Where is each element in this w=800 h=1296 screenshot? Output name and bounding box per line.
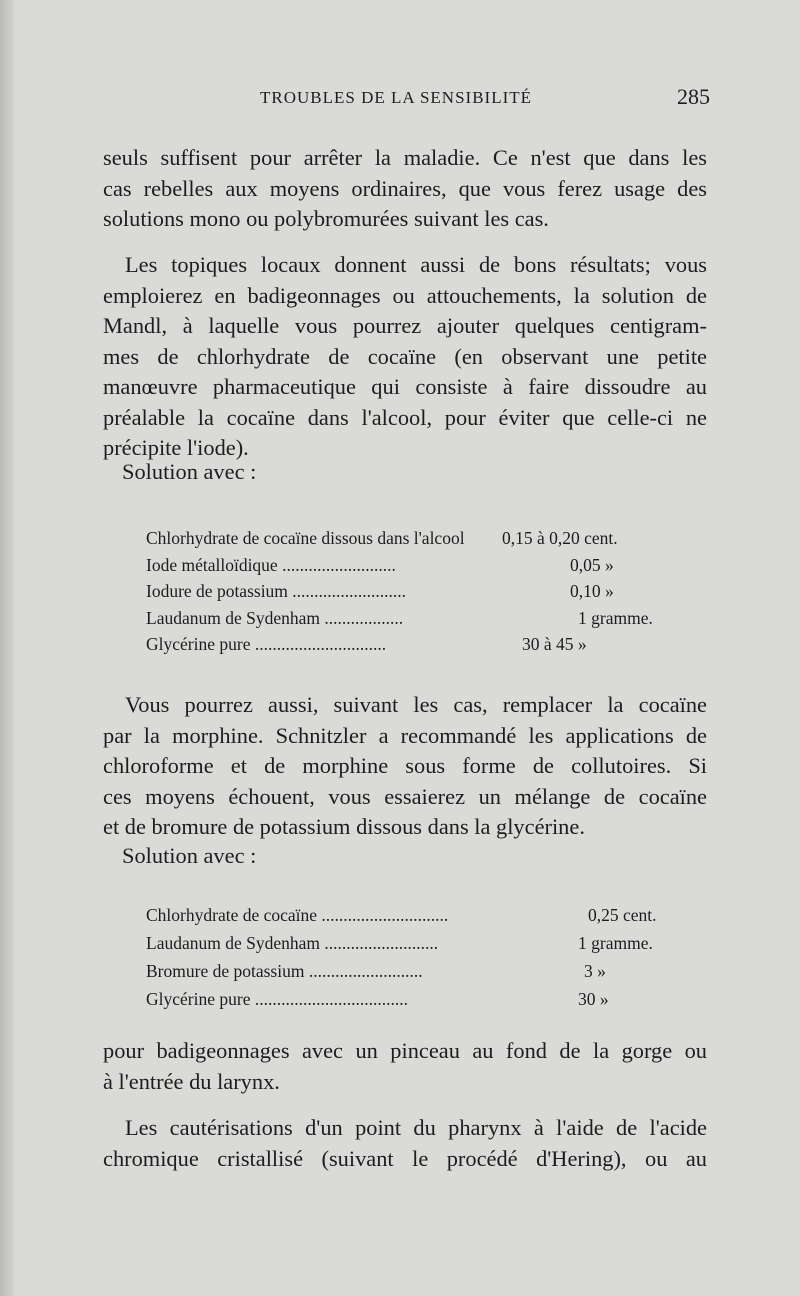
ingredient-name: Chlorhydrate de cocaïne dissous dans l'alcool [146,528,465,548]
paragraph-2 [103,250,707,464]
ingredient-dose: 0,25 cent. [588,905,657,925]
ingredient-dose: 0,10 » [570,581,614,601]
text-line: et de bromure de potassium dissous dans la glycérine. [103,814,585,839]
recipe-row [146,608,666,635]
paragraph-3 [103,690,707,843]
text-line: emploierez en badigeonnages ou attouchements, la solution de [103,282,707,308]
text-line: Les cautérisations d'un point du pharynx à l'aide de l'acide [125,1115,707,1140]
text-line: Les topiques locaux donnent aussi de bons résultats; vous [125,252,707,277]
recipe-2 [146,905,666,1017]
ingredient-dose: 3 » [584,961,606,981]
ingredient-dose: 30 à 45 » [522,634,587,654]
ingredient-dose: 0,15 à 0,20 cent. [502,528,618,548]
text-line: par la morphine. Schnitzler a recommandé les applications de [103,722,707,748]
recipe-row [146,528,666,555]
text-line: mes de chlorhydrate de cocaïne (en observant une petite [103,343,707,369]
text-line: manœuvre pharmaceutique qui consiste à faire dissoudre au [103,374,707,399]
page-number: 285 [677,84,710,109]
text-line: chloroforme et de morphine sous forme de collutoires. Si [103,753,707,778]
recipe-row [146,581,666,608]
ingredient-name: Laudanum de Sydenham .................. [146,607,404,628]
ingredient-name: Iode métalloïdique .......................... [146,554,396,575]
ingredient-dose: 1 gramme. [578,933,653,953]
recipe-1 [146,528,666,661]
solution-label-2: Solution avec : [122,843,257,868]
ingredient-name: Bromure de potassium .......................... [146,961,423,981]
ingredient-dose: 1 gramme. [578,607,653,628]
recipe-row [146,905,666,933]
recipe-row [146,555,666,582]
text-line: préalable la cocaïne dans l'alcool, pour éviter que celle-ci ne [103,404,707,430]
recipe-row [146,634,666,661]
solution-label-1: Solution avec : [122,459,257,484]
text-line: pour badigeonnages avec un pinceau au fond de la gorge ou [103,1038,707,1063]
ingredient-name: Glycérine pure ................................... [146,989,408,1009]
recipe-row [146,989,666,1017]
ingredient-name: Glycérine pure .............................. [146,634,387,654]
recipe-row [146,933,666,961]
ingredient-dose: 30 » [578,989,609,1009]
text-line: chromique cristallisé (suivant le procédé d'Hering), ou au [103,1145,707,1171]
ingredient-name: Iodure de potassium .......................... [146,581,407,601]
text-line: ces moyens échouent, vous essaierez un mélange de cocaïne [103,783,707,809]
text-line: cas rebelles aux moyens ordinaires, que vous ferez usage des [103,175,707,201]
ingredient-name: Laudanum de Sydenham .......................... [146,933,439,953]
paragraph-5 [103,1113,707,1174]
recipe-row [146,961,666,989]
page-edge-shadow [0,0,14,1296]
running-head-title: TROUBLES DE LA SENSIBILITÉ [260,88,533,107]
paragraph-4 [103,1036,707,1097]
ingredient-name: Chlorhydrate de cocaïne ............................. [146,905,449,925]
text-line: à l'entrée du larynx. [103,1068,280,1094]
text-line: Mandl, à laquelle vous pourrez ajouter quelques centigram- [103,313,707,338]
ingredient-dose: 0,05 » [570,554,614,575]
text-line: Vous pourrez aussi, suivant les cas, remplacer la cocaïne [125,692,707,717]
text-line: seuls suffisent pour arrêter la maladie. Ce n'est que dans les [103,145,707,170]
text-line: solutions mono ou polybromurées suivant les cas. [103,206,549,231]
text-line: précipite l'iode). [103,435,249,460]
paragraph-1 [103,143,707,235]
